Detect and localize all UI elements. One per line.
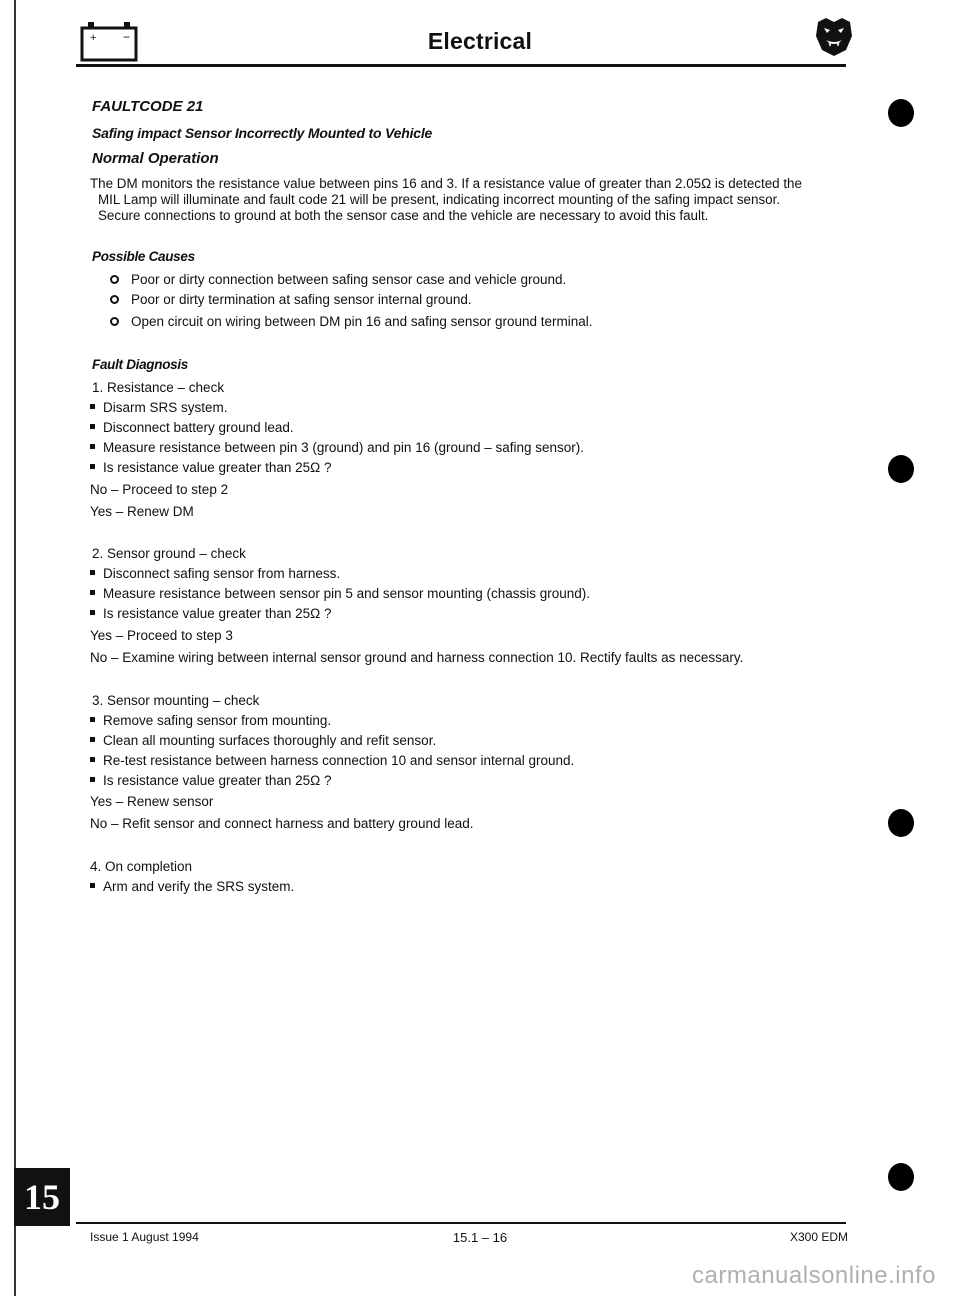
paragraph-line: MIL Lamp will illuminate and fault code 21 will be present, indicating incorrect mounting of the safing impact sensor. bbox=[98, 192, 781, 207]
binder-hole-dot bbox=[888, 809, 914, 837]
header-rule bbox=[76, 64, 846, 67]
list-item: Disarm SRS system. bbox=[90, 400, 228, 416]
list-item: Disconnect safing sensor from harness. bbox=[90, 566, 340, 582]
list-item: Is resistance value greater than 25Ω ? bbox=[90, 773, 331, 789]
circle-bullet-icon bbox=[110, 275, 119, 284]
outcome-line: No – Refit sensor and connect harness and battery ground lead. bbox=[90, 816, 474, 831]
square-bullet-icon bbox=[90, 777, 95, 782]
list-item: Measure resistance between sensor pin 5 and sensor mounting (chassis ground). bbox=[90, 586, 590, 602]
footer-rule bbox=[76, 1222, 846, 1224]
square-bullet-icon bbox=[90, 570, 95, 575]
watermark: carmanualsonline.info bbox=[692, 1262, 936, 1289]
svg-text:+: + bbox=[90, 32, 97, 44]
binder-hole-dot bbox=[888, 99, 914, 127]
paragraph-line: The DM monitors the resistance value between pins 16 and 3. If a resistance value of greater than 2.05Ω is detected the bbox=[90, 176, 802, 191]
footer-model: X300 EDM bbox=[789, 1230, 848, 1244]
list-item: Measure resistance between pin 3 (ground) and pin 16 (ground – safing sensor). bbox=[90, 440, 584, 456]
fault-code-heading: FAULTCODE 21 bbox=[92, 98, 204, 115]
outcome-line: Yes – Renew sensor bbox=[90, 794, 214, 809]
jaguar-logo-icon bbox=[812, 14, 856, 58]
step-title: 3. Sensor mounting – check bbox=[92, 693, 260, 708]
list-item: Open circuit on wiring between DM pin 16 and safing sensor ground terminal. bbox=[110, 314, 593, 330]
list-item: Re-test resistance between harness connection 10 and sensor internal ground. bbox=[90, 753, 574, 769]
fault-title: Safing impact Sensor Incorrectly Mounted to Vehicle bbox=[92, 125, 433, 141]
circle-bullet-icon bbox=[110, 295, 119, 304]
step-title: 4. On completion bbox=[90, 859, 193, 874]
step-title: 2. Sensor ground – check bbox=[92, 546, 246, 561]
fault-diagnosis-heading: Fault Diagnosis bbox=[92, 357, 189, 372]
square-bullet-icon bbox=[90, 464, 95, 469]
page-title: Electrical bbox=[427, 28, 533, 54]
footer-page-number: 15.1 – 16 bbox=[452, 1230, 508, 1245]
list-item: Clean all mounting surfaces thoroughly and refit sensor. bbox=[90, 733, 436, 749]
paragraph-line: Secure connections to ground at both the sensor case and the vehicle are necessary to avoid this fault. bbox=[98, 208, 709, 223]
list-item: Poor or dirty termination at safing sensor internal ground. bbox=[110, 292, 472, 308]
svg-text:−: − bbox=[123, 30, 131, 44]
circle-bullet-icon bbox=[110, 317, 119, 326]
footer-issue: Issue 1 August 1994 bbox=[90, 1230, 199, 1244]
outcome-line: No – Examine wiring between internal sensor ground and harness connection 10. Rectify faults as necessary. bbox=[90, 650, 744, 665]
binder-hole-dot bbox=[888, 1163, 914, 1191]
square-bullet-icon bbox=[90, 404, 95, 409]
section-tab: 15 bbox=[14, 1168, 70, 1226]
step-title: 1. Resistance – check bbox=[92, 380, 225, 395]
square-bullet-icon bbox=[90, 757, 95, 762]
binder-hole-dot bbox=[888, 455, 914, 483]
list-item: Remove safing sensor from mounting. bbox=[90, 713, 331, 729]
square-bullet-icon bbox=[90, 444, 95, 449]
square-bullet-icon bbox=[90, 717, 95, 722]
normal-operation-text bbox=[90, 176, 850, 224]
outcome-line: Yes – Renew DM bbox=[90, 504, 194, 519]
list-item: Disconnect battery ground lead. bbox=[90, 420, 294, 436]
binding-rule bbox=[14, 0, 16, 1296]
list-item: Poor or dirty connection between safing sensor case and vehicle ground. bbox=[110, 272, 566, 288]
normal-operation-heading: Normal Operation bbox=[92, 150, 219, 167]
square-bullet-icon bbox=[90, 883, 95, 888]
list-item: Is resistance value greater than 25Ω ? bbox=[90, 460, 331, 476]
outcome-line: No – Proceed to step 2 bbox=[90, 482, 229, 497]
possible-causes-heading: Possible Causes bbox=[92, 249, 195, 264]
square-bullet-icon bbox=[90, 610, 95, 615]
square-bullet-icon bbox=[90, 424, 95, 429]
square-bullet-icon bbox=[90, 590, 95, 595]
list-item: Arm and verify the SRS system. bbox=[90, 879, 294, 895]
square-bullet-icon bbox=[90, 737, 95, 742]
list-item: Is resistance value greater than 25Ω ? bbox=[90, 606, 331, 622]
outcome-line: Yes – Proceed to step 3 bbox=[90, 628, 233, 643]
